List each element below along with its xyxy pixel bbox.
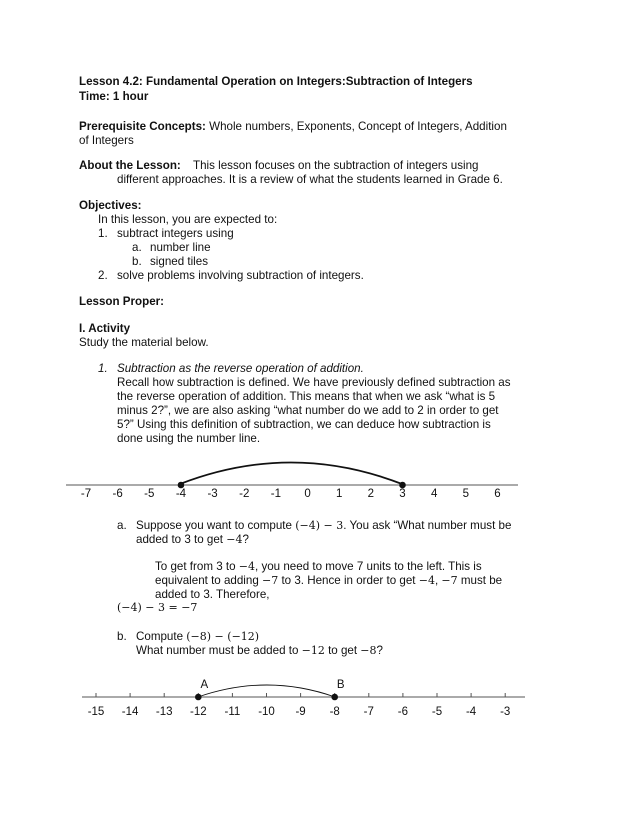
part-b-expression: (−8) − (−12): [186, 630, 260, 643]
point-marker: [331, 694, 338, 701]
explanation-text: equivalent to adding: [155, 574, 263, 587]
objective-2-number: 2.: [98, 269, 108, 282]
part-b-math: −8: [360, 644, 377, 657]
point-label: B: [336, 679, 345, 691]
explanation-math: −4: [418, 574, 435, 587]
explanation-text: to 3. Hence in order to get: [278, 574, 419, 587]
objective-1a-label: a.: [132, 241, 142, 254]
tick-label: -1: [270, 488, 282, 500]
activity-para-line-1: Recall how subtraction is defined. We have previously defined subtraction as: [117, 376, 511, 389]
tick-label: -6: [112, 488, 123, 500]
lesson-proper-heading: Lesson Proper:: [79, 295, 165, 308]
objective-1a: number line: [150, 241, 211, 254]
tick-label: -12: [189, 706, 207, 718]
part-b-math: −12: [301, 644, 325, 657]
part-a-line-1: [136, 519, 511, 533]
prerequisite-continued: of Integers: [79, 134, 134, 147]
point-marker: [178, 482, 185, 489]
objectives-heading: Objectives:: [79, 199, 142, 212]
objective-1-number: 1.: [98, 227, 108, 240]
tick-label: -13: [155, 706, 173, 718]
tick-label: -9: [295, 706, 306, 718]
tick-label: -10: [258, 706, 275, 718]
part-a-expression: (−4) − 3: [295, 519, 344, 532]
part-a-line-2: [136, 533, 249, 547]
part-b-text: to get: [324, 644, 361, 657]
tick-label: 0: [304, 488, 311, 500]
tick-label: -5: [144, 488, 155, 500]
prerequisite-line: [79, 120, 507, 134]
explanation-text: must be: [457, 574, 503, 587]
tick-label: -6: [397, 706, 409, 718]
number-line-1: [0, 450, 639, 510]
tick-label: 3: [399, 488, 406, 500]
explanation-math: −4: [238, 560, 255, 573]
tick-label: -5: [431, 706, 443, 718]
part-b-compute: [136, 630, 259, 644]
part-a-explanation-3: added to 3. Therefore,: [155, 588, 270, 601]
objective-2: solve problems involving subtraction of integers.: [117, 269, 364, 282]
explanation-math: −7: [441, 574, 458, 587]
activity-para-line-2: the reverse operation of addition. This means that when we ask “what is 5: [117, 390, 496, 403]
activity-item-title: Subtraction as the reverse operation of addition.: [117, 362, 364, 375]
part-a-result: (−4) − 3 = −7: [117, 601, 198, 614]
part-a-explanation-1: [155, 560, 523, 574]
number-line-1-arc: [180, 463, 402, 485]
about-label: About the Lesson:: [79, 159, 181, 172]
tick-label: -7: [80, 488, 92, 500]
point-marker: [399, 482, 406, 489]
part-b-text: ?: [376, 644, 383, 657]
point-label: A: [200, 679, 209, 691]
part-a-explanation-2: [155, 574, 523, 588]
part-a-text: ?: [242, 533, 249, 546]
tick-label: -3: [500, 706, 511, 718]
tick-label: -11: [224, 706, 241, 718]
part-b-text: What number must be added to: [136, 644, 302, 657]
number-line-2: [0, 675, 639, 725]
prerequisite-text: Whole numbers, Exponents, Concept of Integers, Addition: [205, 120, 507, 133]
tick-label: -2: [239, 488, 250, 500]
objectives-intro: In this lesson, you are expected to:: [98, 213, 278, 226]
part-a-label: a.: [117, 519, 127, 532]
part-a-text: Suppose you want to compute: [136, 519, 296, 532]
lesson-time: Time: 1 hour: [79, 90, 149, 103]
part-b-text: Compute: [136, 630, 187, 643]
tick-label: -7: [363, 706, 374, 718]
explanation-text: To get from 3 to: [155, 560, 239, 573]
activity-para-line-4: 5?” Using this definition of subtraction, we can deduce how subtraction is: [117, 418, 491, 431]
tick-label: 4: [430, 488, 438, 500]
lesson-title: Lesson 4.2: Fundamental Operation on Integers:Subtraction of Integers: [79, 75, 473, 88]
tick-label: 2: [367, 488, 375, 500]
part-b-label: b.: [117, 630, 127, 643]
part-b-question: [136, 644, 383, 658]
tick-label: 6: [494, 488, 501, 500]
tick-label: -14: [121, 706, 139, 718]
activity-para-line-3: minus 2?”, we are also asking “what number do we add to 2 in order to get: [117, 404, 499, 417]
activity-item-number: 1.: [98, 362, 108, 375]
about-line-1: This lesson focuses on the subtraction of integers using: [193, 159, 479, 172]
prerequisite-label: Prerequisite Concepts:: [79, 120, 206, 133]
activity-intro: Study the material below.: [79, 336, 209, 349]
part-a-expression: −4: [226, 533, 243, 546]
tick-label: -4: [465, 706, 477, 718]
tick-label: 5: [462, 488, 470, 500]
explanation-math: −7: [262, 574, 279, 587]
objective-1: subtract integers using: [117, 227, 234, 240]
part-a-text: added to 3 to get: [136, 533, 227, 546]
explanation-text: ,: [434, 574, 442, 587]
tick-label: -4: [175, 488, 187, 500]
about-line-2: different approaches. It is a review of what the students learned in Grade 6.: [117, 173, 503, 186]
explanation-text: , you need to move 7 units to the left. This is: [255, 560, 482, 573]
part-a-text: . You ask “What number must be: [343, 519, 512, 532]
objective-1b: signed tiles: [150, 255, 209, 268]
tick-label: -15: [87, 706, 105, 718]
activity-para-line-5: done using the number line.: [117, 432, 261, 445]
point-marker: [195, 694, 202, 701]
tick-label: 1: [335, 488, 343, 500]
tick-label: -3: [207, 488, 218, 500]
tick-label: -8: [329, 706, 340, 718]
activity-heading: I. Activity: [79, 322, 131, 335]
objective-1b-label: b.: [132, 255, 142, 268]
